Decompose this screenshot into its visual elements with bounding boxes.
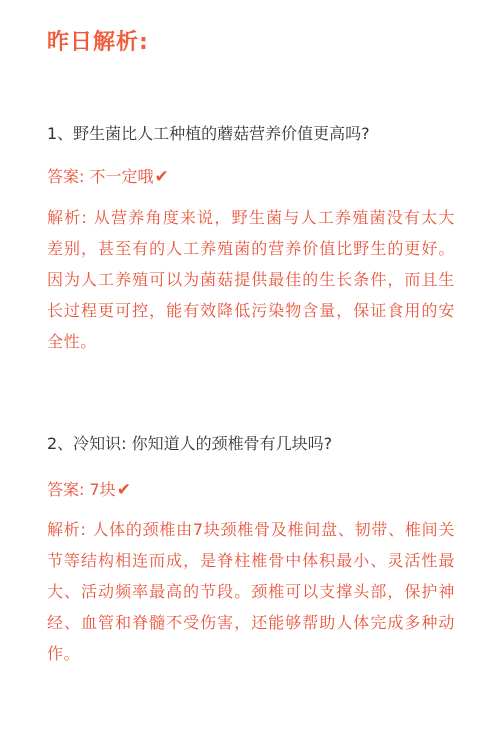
answer-1 (47, 164, 169, 187)
page-title: 昨日解析: (47, 30, 149, 55)
answer-2 (47, 477, 131, 500)
answer-label: 答案: (47, 480, 85, 499)
check-icon: ✔ (154, 167, 169, 187)
check-icon: ✔ (116, 480, 131, 500)
question-1: 1、野生菌比人工种植的蘑菇营养价值更高吗? (47, 124, 370, 143)
answer-label: 答案: (47, 167, 85, 186)
answer-text: 不一定哦 (89, 167, 154, 186)
analysis-2: 解析: 人体的颈椎由7块颈椎骨及椎间盘、韧带、椎间关节等结构相连而成，是脊柱椎骨中体积最小、灵活性最大、活动频率最高的节段。颈椎可以支撑头部，保护神经、血管和脊髓不受伤害，还能够帮助人体完成多种动作。 (47, 520, 455, 663)
question-2: 2、冷知识: 你知道人的颈椎骨有几块吗? (47, 434, 333, 453)
analysis-1: 解析: 从营养角度来说，野生菌与人工养殖菌没有太大差别，甚至有的人工养殖菌的营养价值比野生的更好。因为人工养殖可以为菌菇提供最佳的生长条件，而且生长过程更可控，能有效降低污染物含量，保证食用的安全性。 (47, 208, 455, 351)
answer-text: 7块 (89, 480, 116, 499)
